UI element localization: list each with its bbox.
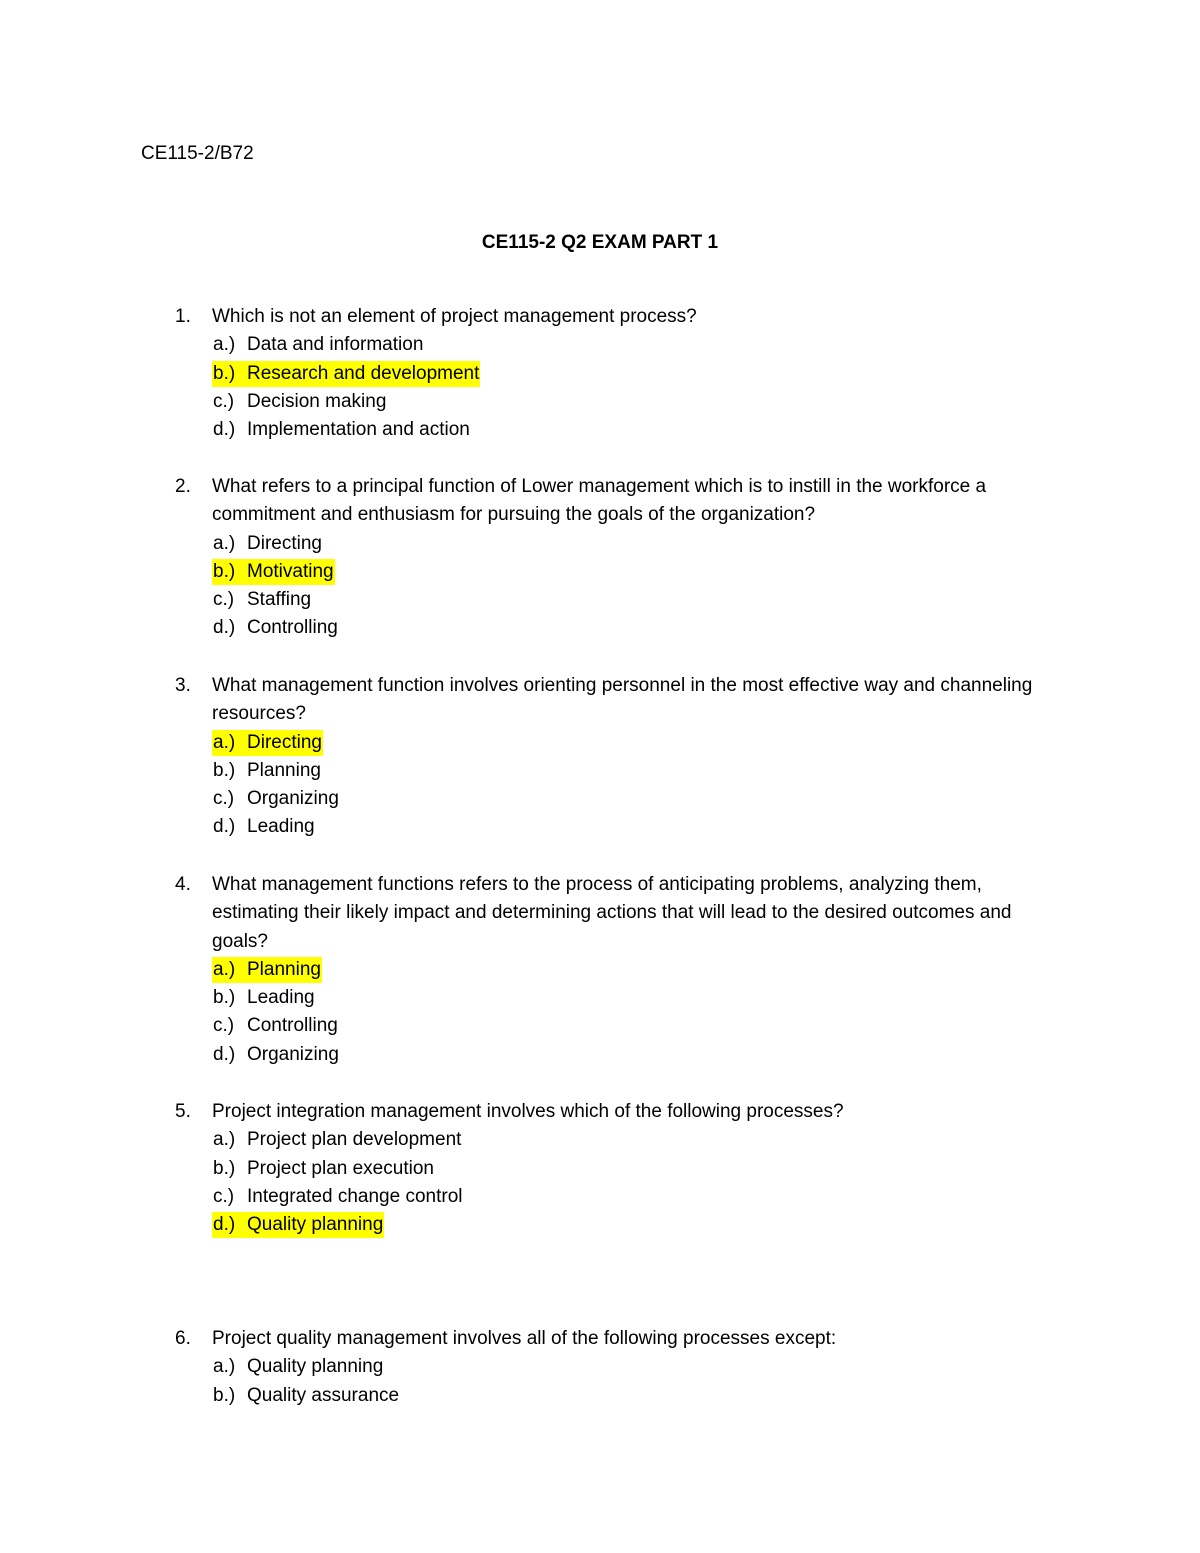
question-2 [175,473,1055,643]
option-letter: b.) [213,560,236,582]
option-letter: d.) [213,1043,236,1065]
option-b [212,984,1055,1012]
question-text: Project quality management involves all of the following processes except: [212,1328,837,1349]
option-text: Directing [247,532,322,554]
option-text: Organizing [247,1043,339,1065]
option-letter: a.) [213,532,236,554]
option-text: Project plan execution [247,1157,434,1179]
question-text: Which is not an element of project management process? [212,306,697,327]
option-text: Decision making [247,390,387,412]
option-a [212,331,1055,359]
option-a [212,729,1055,757]
option-letter: b.) [213,759,236,781]
option-text: Implementation and action [247,419,470,441]
exam-title: CE115-2 Q2 EXAM PART 1 [481,232,719,253]
option-b [212,1382,1055,1410]
question-text: What management functions refers to the process of anticipating problems, analyzing them, estimating their likely impact and determining actions that will lead to the desired outcomes and goals? [212,874,1012,952]
option-text: Quality planning [247,1214,384,1236]
option-letter: d.) [213,816,236,838]
option-letter: a.) [213,334,236,356]
option-text: Quality planning [247,1356,384,1378]
question-number: 6. [175,1328,191,1349]
question-4 [175,871,1055,1069]
answer-highlight [212,957,322,983]
answer-highlight [212,1212,384,1238]
answer-options [175,530,1055,643]
option-b [212,558,1055,586]
option-d [212,416,1055,444]
option-b [212,360,1055,388]
answer-options [175,1126,1055,1239]
answer-highlight [212,730,323,756]
option-text: Organizing [247,788,339,810]
option-c [212,1012,1055,1040]
option-c [212,785,1055,813]
option-text: Integrated change control [247,1185,463,1207]
option-text: Staffing [247,589,312,611]
option-a [212,530,1055,558]
option-letter: a.) [213,731,236,753]
option-a [212,1353,1055,1381]
option-text: Planning [247,958,321,980]
option-c [212,388,1055,416]
option-text: Leading [247,816,315,838]
option-letter: c.) [213,390,235,412]
option-a [212,956,1055,984]
question-text: What management function involves orienting personnel in the most effective way and channeling resources? [212,675,1033,725]
option-text: Data and information [247,334,424,356]
answer-options [175,956,1055,1069]
option-text: Planning [247,759,321,781]
option-d [212,813,1055,841]
option-text: Quality assurance [247,1384,400,1406]
question-number: 2. [175,476,191,497]
option-letter: b.) [213,1157,236,1179]
answer-options [175,331,1055,444]
option-text: Leading [247,987,315,1009]
option-a [212,1126,1055,1154]
option-letter: d.) [213,419,236,441]
option-text: Controlling [247,617,338,639]
option-b [212,1155,1055,1183]
question-number: 1. [175,306,191,327]
option-letter: c.) [213,589,235,611]
question-5 [175,1098,1055,1239]
option-text: Research and development [247,362,480,384]
question-6 [175,1325,1055,1410]
option-text: Motivating [247,560,334,582]
option-b [212,757,1055,785]
question-3 [175,672,1055,842]
option-text: Controlling [247,1015,338,1037]
question-number: 4. [175,874,191,895]
question-number: 3. [175,675,191,696]
option-letter: a.) [213,1356,236,1378]
option-letter: d.) [213,1214,236,1236]
option-d [212,1211,1055,1239]
option-letter: a.) [213,958,236,980]
option-letter: b.) [213,362,236,384]
option-letter: c.) [213,1185,235,1207]
question-text: What refers to a principal function of Lower management which is to instill in the workforce a commitment and enthusiasm for pursuing the goals of the organization? [212,476,987,526]
question-number: 5. [175,1101,191,1122]
option-letter: b.) [213,987,236,1009]
option-letter: d.) [213,617,236,639]
answer-highlight [212,559,335,585]
answer-options [175,1353,1055,1410]
option-c [212,1183,1055,1211]
answer-options [175,729,1055,842]
course-code: CE115-2/B72 [141,143,254,164]
answer-highlight [212,361,480,387]
option-text: Project plan development [247,1129,462,1151]
option-c [212,586,1055,614]
question-1 [175,303,1055,444]
option-letter: a.) [213,1129,236,1151]
option-letter: c.) [213,788,235,810]
option-letter: c.) [213,1015,235,1037]
option-letter: b.) [213,1384,236,1406]
option-d [212,1041,1055,1069]
question-text: Project integration management involves which of the following processes? [212,1101,844,1122]
option-text: Directing [247,731,322,753]
option-d [212,614,1055,642]
